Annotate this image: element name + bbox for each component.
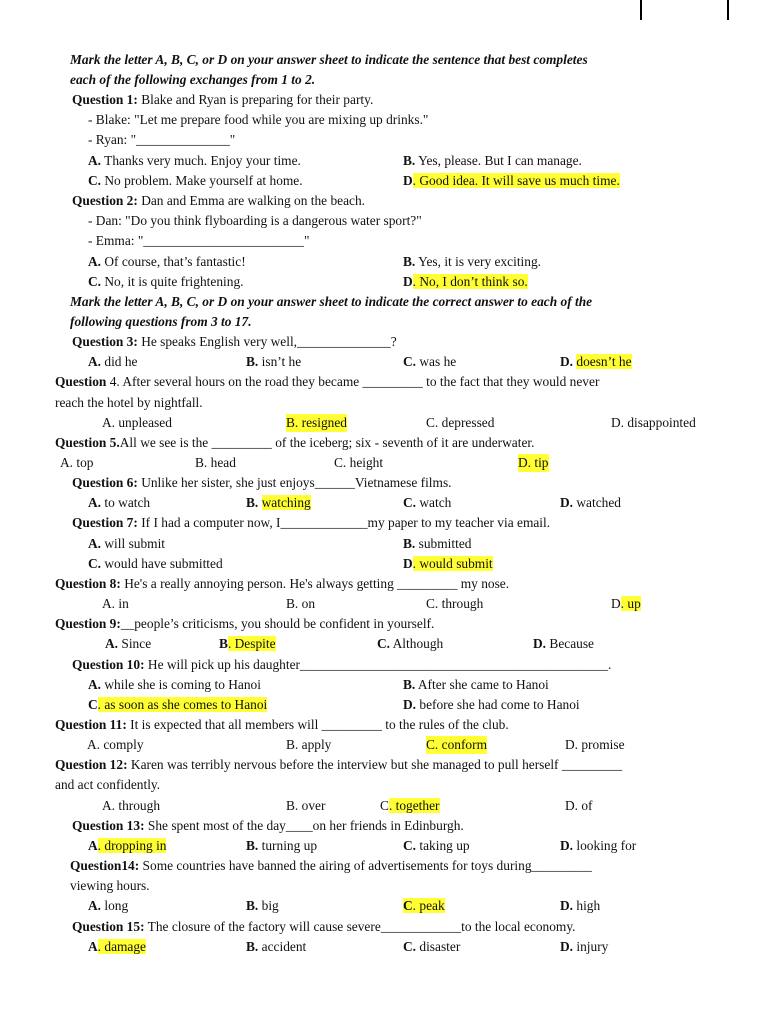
- option-c[interactable]: C. through: [426, 596, 484, 611]
- question-7: Question 7: If I had a computer now, I_____________my paper to my teacher via email.: [72, 515, 551, 530]
- option-d[interactable]: D. promise: [565, 737, 625, 752]
- option-a-answer[interactable]: A. damage: [88, 939, 147, 954]
- option-d[interactable]: D. injury: [560, 939, 609, 954]
- option-c[interactable]: C. No problem. Make yourself at home.: [88, 173, 303, 188]
- option-a[interactable]: A. Of course, that’s fantastic!: [88, 254, 246, 269]
- question-label: Question 1:: [72, 92, 138, 107]
- option-b-answer[interactable]: B. resigned: [286, 415, 347, 430]
- option-d-answer[interactable]: D. tip: [518, 455, 549, 470]
- option-b[interactable]: B. accident: [246, 939, 307, 954]
- option-a[interactable]: A. top: [60, 455, 94, 470]
- option-b[interactable]: B. turning up: [246, 838, 318, 853]
- option-c[interactable]: C. No, it is quite frightening.: [88, 274, 244, 289]
- option-c[interactable]: C. was he: [403, 354, 457, 369]
- question-10: Question 10: He will pick up his daughter______________________________________________.: [72, 657, 612, 672]
- instruction-part1-line1: Mark the letter A, B, C, or D on your answer sheet to indicate the sentence that best completes: [70, 52, 588, 67]
- option-d[interactable]: D. before she had come to Hanoi: [403, 697, 580, 712]
- option-b[interactable]: B. submitted: [403, 536, 472, 551]
- option-b[interactable]: B. on: [286, 596, 316, 611]
- margin-mark-left: [640, 0, 642, 20]
- option-a[interactable]: A. long: [88, 898, 129, 913]
- option-c[interactable]: C. Although: [377, 636, 444, 651]
- option-b-answer[interactable]: B. Despite: [219, 636, 276, 651]
- question-12: Question 12: Karen was terribly nervous before the interview but she managed to pull herself _________: [55, 757, 623, 772]
- option-c-answer[interactable]: C. peak: [403, 898, 445, 913]
- option-d[interactable]: D. disappointed: [611, 415, 696, 430]
- question-3: Question 3: He speaks English very well,______________?: [72, 334, 397, 349]
- option-a[interactable]: A. through: [102, 798, 161, 813]
- question-4: Question 4. After several hours on the road they became _________ to the fact that they would never: [55, 374, 600, 389]
- option-d-answer[interactable]: D. up: [611, 596, 641, 611]
- option-d-answer[interactable]: D. doesn’t he: [560, 354, 632, 369]
- question-4-cont: reach the hotel by nightfall.: [55, 395, 203, 410]
- question-12-cont: and act confidently.: [55, 777, 161, 792]
- dialogue-line: - Ryan: "______________": [88, 132, 236, 147]
- option-a[interactable]: A. comply: [87, 737, 144, 752]
- margin-mark-right: [727, 0, 729, 20]
- option-b[interactable]: B. Yes, it is very exciting.: [403, 254, 542, 269]
- option-c[interactable]: C. height: [334, 455, 384, 470]
- question-15: Question 15: The closure of the factory will cause severe____________to the local economy.: [72, 919, 576, 934]
- question-1: [72, 91, 373, 109]
- dialogue-line: - Emma: "________________________": [88, 233, 310, 248]
- option-a[interactable]: A. Since: [105, 636, 152, 651]
- option-b-answer[interactable]: B. watching: [246, 495, 311, 510]
- option-c-answer[interactable]: C. conform: [426, 737, 487, 752]
- option-b[interactable]: B. isn’t he: [246, 354, 302, 369]
- option-d[interactable]: D. high: [560, 898, 601, 913]
- option-a-answer[interactable]: A. dropping in: [88, 838, 167, 853]
- option-d-answer[interactable]: D. Good idea. It will save us much time.: [403, 173, 620, 188]
- question-2: Question 2: Dan and Emma are walking on the beach.: [72, 193, 366, 208]
- option-d[interactable]: D. looking for: [560, 838, 637, 853]
- instruction-part2-line1: Mark the letter A, B, C, or D on your answer sheet to indicate the correct answer to each of the: [70, 294, 593, 309]
- question-8: Question 8: He's a really annoying person. He's always getting _________ my nose.: [55, 576, 510, 591]
- option-a[interactable]: A. to watch: [88, 495, 151, 510]
- option-a[interactable]: A. while she is coming to Hanoi: [88, 677, 261, 692]
- question-11: Question 11: It is expected that all members will _________ to the rules of the club.: [55, 717, 509, 732]
- option-a[interactable]: A. in: [102, 596, 129, 611]
- option-c-answer[interactable]: C. as soon as she comes to Hanoi: [88, 697, 268, 712]
- question-6: Question 6: Unlike her sister, she just enjoys______Vietnamese films.: [72, 475, 452, 490]
- option-d-answer[interactable]: D. would submit: [403, 556, 493, 571]
- option-d-answer[interactable]: D. No, I don’t think so.: [403, 274, 528, 289]
- option-b[interactable]: B. apply: [286, 737, 332, 752]
- question-9: Question 9:__people’s criticisms, you should be confident in yourself.: [55, 616, 435, 631]
- option-a[interactable]: A. will submit: [88, 536, 166, 551]
- option-b[interactable]: B. big: [246, 898, 279, 913]
- question-13: Question 13: She spent most of the day____on her friends in Edinburgh.: [72, 818, 464, 833]
- option-b[interactable]: B. Yes, please. But I can manage.: [403, 153, 582, 168]
- question-5: Question 5.All we see is the _________ of the iceberg; six - seventh of it are underwater.: [55, 435, 535, 450]
- option-c[interactable]: C. would have submitted: [88, 556, 223, 571]
- question-text: Blake and Ryan is preparing for their party.: [137, 92, 374, 107]
- option-d[interactable]: D. of: [565, 798, 593, 813]
- question-14: Question14: Some countries have banned the airing of advertisements for toys during_________: [70, 858, 592, 873]
- instruction-part1-line2: each of the following exchanges from 1 to 2.: [70, 72, 316, 87]
- option-d[interactable]: D. watched: [560, 495, 622, 510]
- instruction-part2-line2: following questions from 3 to 17.: [70, 314, 252, 329]
- option-c[interactable]: C. watch: [403, 495, 452, 510]
- option-c[interactable]: C. depressed: [426, 415, 495, 430]
- option-b[interactable]: B. After she came to Hanoi: [403, 677, 549, 692]
- question-14-cont: viewing hours.: [70, 878, 150, 893]
- option-b[interactable]: B. head: [195, 455, 236, 470]
- option-c-answer[interactable]: C. together: [380, 798, 440, 813]
- option-a[interactable]: A. did he: [88, 354, 138, 369]
- option-a[interactable]: A. unpleased: [102, 415, 172, 430]
- dialogue-line: - Blake: "Let me prepare food while you are mixing up drinks.": [88, 112, 429, 127]
- option-c[interactable]: C. disaster: [403, 939, 461, 954]
- option-d[interactable]: D. Because: [533, 636, 595, 651]
- option-a[interactable]: A. Thanks very much. Enjoy your time.: [88, 153, 301, 168]
- dialogue-line: - Dan: "Do you think flyboarding is a dangerous water sport?": [88, 213, 422, 228]
- option-b[interactable]: B. over: [286, 798, 326, 813]
- option-c[interactable]: C. taking up: [403, 838, 470, 853]
